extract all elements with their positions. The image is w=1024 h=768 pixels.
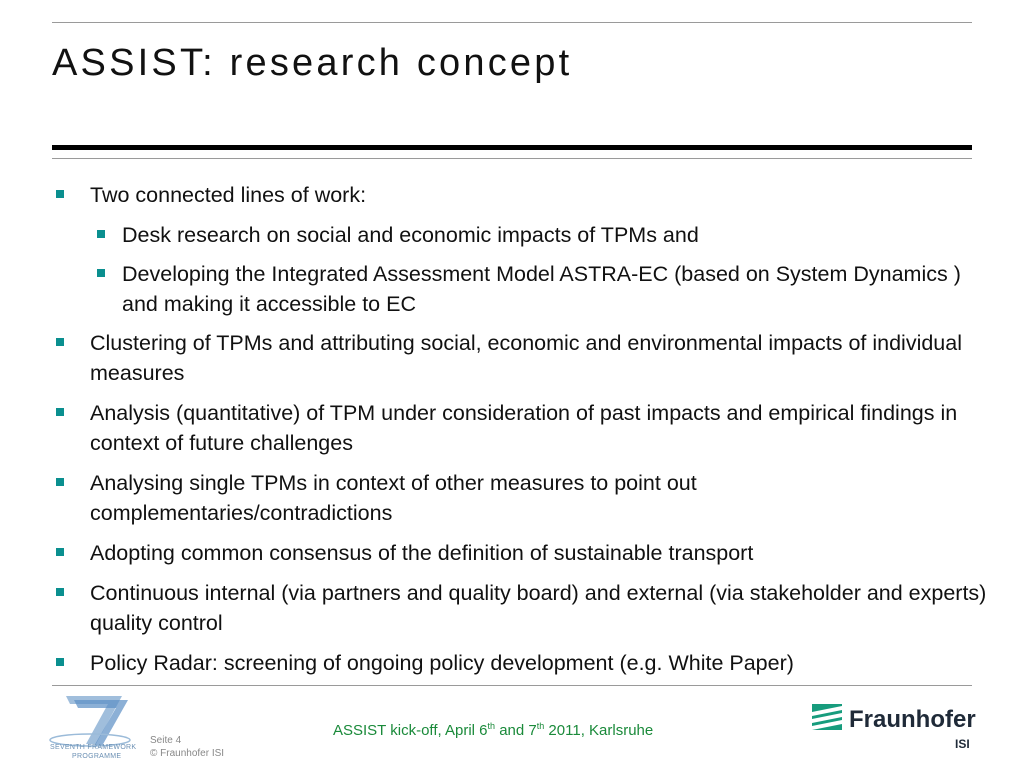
event-text-part: and 7	[495, 722, 537, 739]
bullet-item	[52, 468, 992, 528]
square-bullet-icon	[56, 190, 64, 198]
isi-label: ISI	[955, 737, 970, 751]
bullet-item	[52, 578, 992, 638]
bullet-text: Analysing single TPMs in context of other measures to point out complementaries/contradictions	[90, 471, 697, 525]
fp7-label-line1: SEVENTH FRAMEWORK	[50, 744, 137, 751]
bullet-text: Adopting common consensus of the definition of sustainable transport	[90, 541, 754, 565]
sub-bullet-item	[52, 259, 992, 319]
bullet-item	[52, 398, 992, 458]
square-bullet-icon	[56, 338, 64, 346]
square-bullet-icon	[97, 230, 105, 238]
event-text-part: ASSIST kick-off, April 6	[333, 722, 488, 739]
event-superscript: th	[536, 721, 545, 731]
square-bullet-icon	[56, 588, 64, 596]
page-number: Seite 4	[150, 735, 182, 746]
bullet-text: Analysis (quantitative) of TPM under consideration of past impacts and empirical findings in context of future challenges	[90, 401, 958, 455]
title-underline-thick	[52, 145, 972, 150]
square-bullet-icon	[56, 408, 64, 416]
fp7-label-line2: PROGRAMME	[72, 753, 122, 760]
bullet-item	[52, 538, 992, 568]
bullet-text: Two connected lines of work:	[90, 183, 367, 207]
bullet-text: Clustering of TPMs and attributing social, economic and environmental impacts of individual measures	[90, 331, 962, 385]
fraunhofer-logo-icon	[812, 704, 842, 730]
copyright-text: © Fraunhofer ISI	[150, 748, 225, 759]
slide-title: ASSIST: research concept	[52, 42, 573, 84]
footer-divider	[52, 685, 972, 686]
bullet-list	[52, 180, 992, 688]
event-info	[333, 721, 653, 739]
square-bullet-icon	[56, 478, 64, 486]
bullet-text: Developing the Integrated Assessment Model ASTRA-EC (based on System Dynamics ) and making it accessible to EC	[122, 262, 961, 316]
event-superscript: th	[487, 721, 496, 731]
bullet-item	[52, 180, 992, 210]
square-bullet-icon	[56, 658, 64, 666]
bullet-text: Continuous internal (via partners and quality board) and external (via stakeholder and experts) quality control	[90, 581, 987, 635]
bullet-item	[52, 328, 992, 388]
sub-bullet-item	[52, 220, 992, 250]
top-divider	[52, 22, 972, 23]
event-text-part: 2011, Karlsruhe	[544, 722, 654, 739]
bullet-text: Policy Radar: screening of ongoing policy development (e.g. White Paper)	[90, 651, 794, 675]
bullet-text: Desk research on social and economic impacts of TPMs and	[122, 223, 699, 247]
fraunhofer-wordmark: Fraunhofer	[849, 706, 976, 733]
square-bullet-icon	[56, 548, 64, 556]
title-underline-thin	[52, 158, 972, 159]
bullet-item	[52, 648, 992, 678]
square-bullet-icon	[97, 269, 105, 277]
